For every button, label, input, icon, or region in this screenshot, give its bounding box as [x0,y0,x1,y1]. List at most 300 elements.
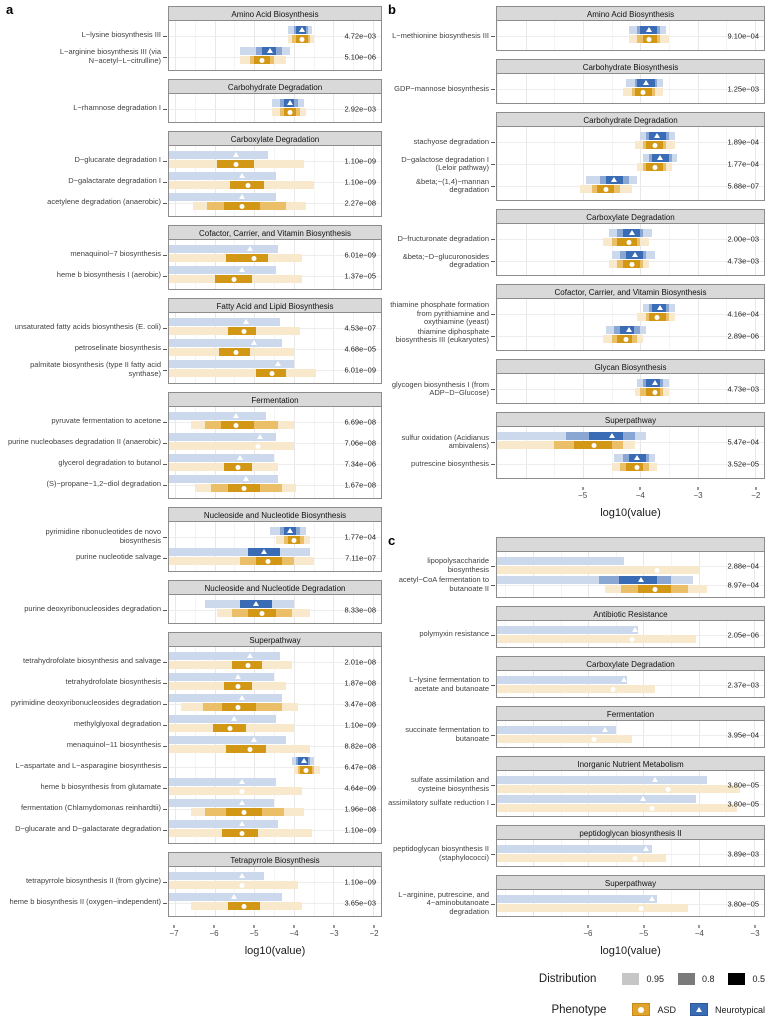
pathway-section [4,225,382,290]
asd-median-circle-icon [240,204,245,209]
pathway-label: L−arginine biosynthesis III (via N−acetyl−L−citrulline) [4,46,168,67]
label-spacer [386,359,496,378]
gridline-major [755,427,756,478]
gridline-minor [726,299,727,350]
y-axis-tick [491,685,495,686]
p-value: 5.88e−07 [727,181,759,191]
asd-median-circle-icon [633,856,638,861]
pathway-section [4,580,382,624]
p-value: 6.69e−08 [344,417,376,426]
neurotypical-median-triangle-icon [652,380,658,385]
asd-median-circle-icon [252,256,257,261]
gridline-minor [314,21,315,70]
section-plot [496,537,765,598]
pathway-label-column [4,632,168,844]
y-axis-tick [491,566,495,567]
gridline-major [373,240,374,289]
y-axis-tick [163,276,167,277]
pathway-label: assimilatory sulfate reduction I [386,794,496,813]
y-axis-tick [163,809,167,810]
pathway-label-column [386,656,496,698]
quantile-bar [497,785,740,793]
y-axis-tick [163,464,167,465]
pathway-label: heme b biosynthesis from glutamate [4,777,168,798]
x-tick-label: −4 [635,491,645,500]
plot-box [168,867,382,917]
y-axis-tick [163,182,167,183]
section-header: Glycan Biosynthesis [496,359,765,374]
asd-median-circle-icon [240,831,245,836]
y-axis-tick [491,389,495,390]
panel-a-letter: a [6,2,14,17]
neurotypical-median-triangle-icon [652,777,658,782]
pathway-label: pyrimidine deoxyribonucleosides degradation [4,693,168,714]
pathway-label: lipopolysaccharide biosynthesis [386,556,496,575]
p-value: 6.01e−09 [344,250,376,259]
pathway-label: tetrahydrofolate biosynthesis and salvage [4,651,168,672]
pathway-label: putrescine biosynthesis [386,453,496,475]
quantile-bar [497,854,666,862]
neurotypical-swatch-triangle-icon [690,1003,708,1016]
p-value: 2.27e−08 [344,198,376,207]
quantile-bar [169,412,266,420]
gridline-major [755,299,756,350]
plot-box [496,374,765,404]
y-axis-tick [163,57,167,58]
y-axis-tick [491,142,495,143]
legend-triangle-marker-icon [696,1007,702,1012]
neurotypical-median-triangle-icon [299,27,305,32]
neurotypical-median-triangle-icon [239,821,245,826]
section-plot [496,656,765,698]
gridline-row [497,389,764,390]
pathway-label: L−aspartate and L−asparagine biosynthesis [4,756,168,777]
quantile-bar [497,566,699,574]
y-axis-tick [163,422,167,423]
neurotypical-median-triangle-icon [239,779,245,784]
p-value: 1.10e−09 [344,156,376,165]
pathway-label: &beta;−D−glucuronosides degradation [386,250,496,272]
pathway-section [4,632,382,844]
panel-a [4,2,382,957]
p-value: 1.10e−09 [344,720,376,729]
quantile-bar [169,661,292,669]
x-tick-label: −3 [329,929,339,938]
gridline-major [583,299,584,350]
neurotypical-median-triangle-icon [233,152,239,157]
asd-median-circle-icon [287,110,292,115]
x-tick-mark [294,925,295,928]
quantile-bar [169,778,276,786]
p-value: 3.80e−05 [727,799,759,808]
x-tick-mark [698,487,699,490]
pathway-label-column [386,537,496,598]
neurotypical-median-triangle-icon [626,327,632,332]
section-header: Cofactor, Carrier, and Vitamin Biosynthesis [496,284,765,299]
x-axis-title: log10(value) [244,945,306,957]
x-tick-label: −5 [249,929,259,938]
gridline-major [526,224,527,275]
label-spacer [4,131,168,150]
pathway-label: pyrimidine ribonucleotides de novo biosynthesis [4,526,168,547]
asd-median-circle-icon [291,538,296,543]
section-header: Carbohydrate Degradation [496,112,765,127]
label-spacer [386,6,496,25]
y-axis-tick [163,443,167,444]
pathway-section [386,656,765,698]
pathway-section [386,875,765,917]
asd-median-circle-icon [260,58,265,63]
section-plot [496,59,765,104]
y-axis-tick [491,785,495,786]
x-tick-mark [699,925,700,928]
y-axis-tick [163,36,167,37]
pathway-label: purine nucleotide salvage [4,547,168,568]
neurotypical-median-triangle-icon [643,80,649,85]
quantile-bar [169,881,298,889]
plot-box [496,224,765,276]
quantile-bar [497,895,657,903]
quantile-bar [497,804,737,812]
section-plot [168,79,382,123]
p-value: 6.01e−09 [344,365,376,374]
pathway-label: tetrahydrofolate biosynthesis [4,672,168,693]
section-plot [496,284,765,351]
neurotypical-median-triangle-icon [643,846,649,851]
gridline-row [497,164,764,165]
label-spacer [4,225,168,244]
p-value: 1.77e−04 [344,532,376,541]
distribution-label-08: 0.8 [701,974,715,984]
plot-box [168,595,382,624]
quantile-bar [169,318,280,326]
x-axis [496,925,765,957]
pathway-label: L−lysine biosynthesis III [4,25,168,46]
neurotypical-median-triangle-icon [646,27,652,32]
x-tick-label: −5 [639,929,649,938]
pathway-label: unsaturated fatty acids biosynthesis (E. coli) [4,317,168,338]
neurotypical-median-triangle-icon [267,48,273,53]
pathway-label-column [386,112,496,201]
asd-median-circle-icon [234,162,239,167]
plot-box [168,21,382,71]
neurotypical-median-triangle-icon [237,455,243,460]
p-value: 8.97e−04 [727,580,759,589]
pathway-label: tetrapyrrole biosynthesis II (from glycine) [4,871,168,892]
p-value: 1.10e−09 [344,877,376,886]
pathway-label-column [4,131,168,217]
p-value: 1.10e−09 [344,825,376,834]
section-header: Superpathway [168,632,382,647]
distribution-legend [386,973,765,985]
asd-median-circle-icon [260,611,265,616]
distribution-swatch-08 [678,973,695,985]
asd-median-circle-icon [652,165,657,170]
p-value: 4.73e−03 [727,384,759,394]
y-axis-tick [491,239,495,240]
label-spacer [386,825,496,844]
p-value: 3.89e−03 [727,849,759,858]
pathway-label: succinate fermentation to butanoate [386,725,496,744]
y-axis-tick [491,585,495,586]
asd-median-circle-icon [248,747,253,752]
quantile-bar [169,151,268,159]
label-spacer [386,112,496,131]
gridline-row [497,314,764,315]
p-value: 2.92e−03 [344,104,376,113]
neurotypical-median-triangle-icon [611,177,617,182]
pathway-label: heme b biosynthesis II (oxygen−independent) [4,892,168,913]
asd-median-circle-icon [246,663,251,668]
quantile-bar [226,745,266,753]
x-tick-mark [214,925,215,928]
gridline-major [333,522,334,571]
x-axis-ticks [168,925,382,945]
legend-circle-marker-icon [638,1007,644,1013]
distribution-legend-title: Distribution [538,973,597,985]
quantile-bar [169,475,278,483]
pathway-label-column [386,756,496,817]
p-value: 4.68e−05 [344,344,376,353]
section-header: Fermentation [168,392,382,407]
asd-median-circle-icon [246,183,251,188]
asd-median-circle-icon [242,329,247,334]
panel-a-plot-area [4,2,382,957]
pathway-section [386,825,765,867]
neurotypical-median-triangle-icon [621,677,627,682]
neurotypical-median-triangle-icon [231,894,237,899]
quantile-bar [497,685,655,693]
neurotypical-median-triangle-icon [657,155,663,160]
section-plot [168,131,382,217]
label-spacer [386,59,496,78]
asd-median-circle-icon [591,737,596,742]
pathway-label-column [386,359,496,404]
neurotypical-median-triangle-icon [251,737,257,742]
gridline-major [333,21,334,70]
p-value: 8.82e−08 [344,741,376,750]
y-axis-tick [163,746,167,747]
p-value: 2.00e−03 [727,234,759,244]
label-spacer [4,580,168,599]
plot-box [496,771,765,817]
pathway-label: glycerol degradation to butanol [4,453,168,474]
quantile-bar [169,715,276,723]
pathway-label: menaquinol−7 biosynthesis [4,244,168,265]
x-tick-mark [643,925,644,928]
distribution-legend-item-05 [728,973,765,985]
y-axis-tick [491,735,495,736]
neurotypical-median-triangle-icon [247,246,253,251]
asd-median-circle-icon [629,262,634,267]
section-plot [496,756,765,817]
p-value: 1.67e−08 [344,480,376,489]
section-plot [168,632,382,844]
gridline-minor [669,427,670,478]
y-axis-tick [163,662,167,663]
plot-box [496,890,765,917]
p-value: 6.47e−08 [344,762,376,771]
gridline-major [754,552,755,597]
section-header: Nucleoside and Nucleotide Biosynthesis [168,507,382,522]
section-header: Carbohydrate Biosynthesis [496,59,765,74]
x-tick-label: −2 [369,929,379,938]
pathway-label: sulfur oxidation (Acidianus ambivalens) [386,431,496,453]
section-plot [168,392,382,499]
quantile-bar [169,872,264,880]
plot-box [168,407,382,499]
p-value: 2.05e−06 [727,630,759,639]
section-header: Cofactor, Carrier, and Vitamin Biosynthesis [168,225,382,240]
pathway-label: heme b biosynthesis I (aerobic) [4,265,168,286]
neurotypical-median-triangle-icon [654,133,660,138]
quantile-bar [169,193,276,201]
gridline-minor [314,522,315,571]
x-tick-mark [582,487,583,490]
phenotype-legend-item-asd [632,1003,676,1016]
label-spacer [386,209,496,228]
pathway-label-column [386,209,496,276]
y-axis-tick [491,804,495,805]
label-spacer [386,537,496,556]
x-tick-mark [174,925,175,928]
section-plot [168,852,382,917]
pathway-label: D−fructuronate degradation [386,228,496,250]
x-axis [168,925,382,957]
neurotypical-median-triangle-icon [632,252,638,257]
pathway-label: pyruvate fermentation to acetone [4,411,168,432]
y-axis-tick [163,161,167,162]
y-axis-tick [491,261,495,262]
p-value: 4.73e−03 [727,256,759,266]
x-tick-label: −6 [209,929,219,938]
pathway-label: D−galactarate degradation I [4,171,168,192]
neurotypical-median-triangle-icon [239,873,245,878]
neurotypical-median-triangle-icon [231,716,237,721]
pathway-section [386,606,765,648]
x-tick-mark [374,925,375,928]
p-value: 7.34e−06 [344,459,376,468]
neurotypical-median-triangle-icon [239,194,245,199]
panel-c-plot-area [386,533,765,957]
asd-median-circle-icon [638,906,643,911]
plot-box [496,74,765,104]
neurotypical-median-triangle-icon [247,653,253,658]
y-axis-tick [491,904,495,905]
pathway-label: GDP−mannose biosynthesis [386,78,496,100]
asd-median-circle-icon [641,90,646,95]
pathway-label: D−glucarate and D−galactarate degradation [4,819,168,840]
gridline-minor [314,867,315,916]
pathway-label-column [386,875,496,917]
section-plot [496,706,765,748]
section-plot [168,225,382,290]
asd-swatch-circle-icon [632,1003,650,1016]
asd-median-circle-icon [603,187,608,192]
pathway-label: L−rhamnose degradation I [4,98,168,119]
y-axis-tick [491,464,495,465]
x-tick-mark [334,925,335,928]
section-header: Inorganic Nutrient Metabolism [496,756,765,771]
quantile-bar [169,652,280,660]
y-axis-tick [163,704,167,705]
pathway-label: D−galactose degradation I (Leloir pathway) [386,153,496,175]
section-plot [496,6,765,51]
asd-median-circle-icon [234,423,239,428]
pathway-label-column [386,412,496,479]
section-plot [496,359,765,404]
label-spacer [386,606,496,625]
quantile-bar [497,626,638,634]
pathway-section [4,131,382,217]
p-value: 3.80e−05 [727,780,759,789]
y-axis-tick [163,370,167,371]
asd-median-circle-icon [655,315,660,320]
plot-box [168,240,382,290]
quantile-bar [497,726,616,734]
gridline-minor [353,21,354,70]
neurotypical-median-triangle-icon [239,173,245,178]
pathway-section [4,6,382,71]
x-tick-mark [640,487,641,490]
asd-median-circle-icon [240,789,245,794]
pathway-label: glycogen biosynthesis I (from ADP−D−Glucose) [386,378,496,400]
pathway-label-column [4,507,168,572]
plot-box [168,313,382,384]
y-axis-tick [491,635,495,636]
gridline-major [373,21,374,70]
x-tick-mark [254,925,255,928]
plot-box [496,21,765,51]
section-header: Amino Acid Biosynthesis [168,6,382,21]
panel-c-letter: c [388,533,396,548]
asd-median-circle-icon [652,390,657,395]
asd-median-circle-icon [611,687,616,692]
pathway-label: purine nucleobases degradation II (anaerobic) [4,432,168,453]
quantile-bar [169,694,282,702]
section-plot [496,825,765,867]
p-value: 5.47e−04 [727,437,759,447]
y-axis-tick [163,109,167,110]
pathway-label-column [386,825,496,867]
pathway-section [386,112,765,201]
pathway-label-column [386,284,496,351]
gridline-minor [353,867,354,916]
asd-median-circle-icon [242,904,247,909]
p-value: 4.72e−03 [344,31,376,40]
p-value: 1.87e−08 [344,678,376,687]
x-axis [496,487,765,519]
pathway-label: purine deoxyribonucleosides degradation [4,599,168,620]
pathway-label: thiamine phosphate formation from pyrithiamine and oxythiamine (yeast) [386,303,496,325]
plot-box [168,647,382,844]
plot-box [168,94,382,123]
y-axis-tick [163,328,167,329]
distribution-legend-item-08 [678,973,715,985]
panel-b [386,2,765,1034]
pathway-label-column [386,59,496,104]
neurotypical-median-triangle-icon [301,758,307,763]
gridline-minor [314,240,315,289]
gridline-major [698,427,699,478]
pathway-label: L−arginine, putrescine, and 4−aminobutanoate degradation [386,894,496,913]
distribution-swatch-095 [622,973,639,985]
y-axis-tick [491,89,495,90]
pathway-label-column [386,606,496,648]
quantile-bar [169,893,282,901]
plot-box [496,127,765,201]
distribution-label-05: 0.5 [752,974,765,984]
